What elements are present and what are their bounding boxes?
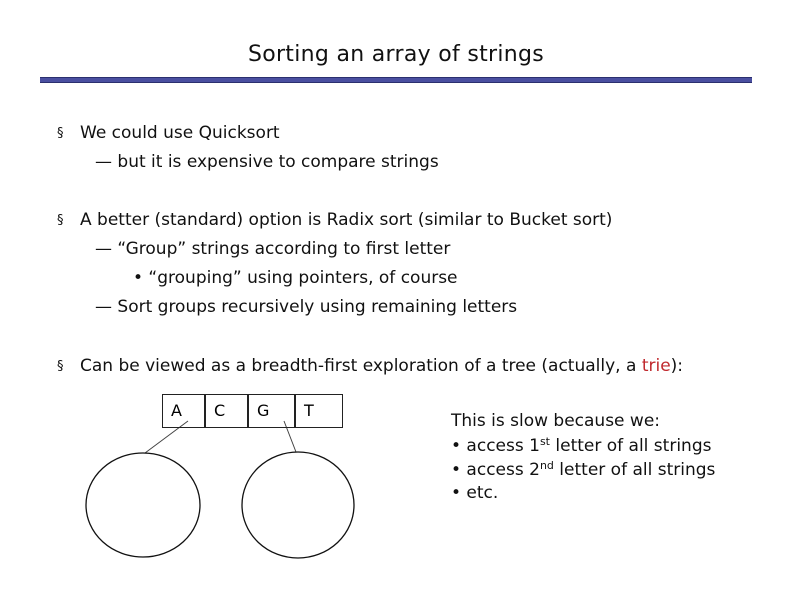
trie-letter: G	[257, 401, 270, 420]
trie-cell-a	[162, 394, 205, 428]
slow-note-l1-sup: st	[539, 435, 550, 448]
slow-note-heading: This is slow because we:	[451, 411, 661, 431]
slide-title: Sorting an array of strings	[247, 42, 545, 67]
slow-note-line-2	[451, 459, 715, 480]
bullet-marker: §	[57, 359, 64, 374]
slow-note-l2-post: letter of all strings	[553, 460, 716, 480]
trie-letter: C	[214, 401, 226, 420]
slow-note-line-1	[451, 435, 711, 456]
slow-note-l1-post: letter of all strings	[549, 436, 712, 456]
slow-note-l1-pre: • access 1	[451, 436, 540, 456]
trie-keyword: trie	[641, 356, 671, 376]
slow-note-line-3: • etc.	[451, 483, 499, 503]
slow-note-l2-pre: • access 2	[451, 460, 540, 480]
bullet-quicksort: We could use Quicksort	[80, 123, 280, 143]
trie-cell-c	[205, 394, 248, 428]
child-node-a	[86, 453, 200, 557]
bullet-marker: §	[57, 213, 64, 228]
bullet-radix-sort: A better (standard) option is Radix sort (similar to Bucket sort)	[80, 210, 613, 230]
trie-cell-t	[295, 394, 343, 428]
child-node-g	[242, 452, 354, 558]
sub-bullet-group: — “Group” strings according to first letter	[95, 239, 451, 259]
sub-sub-bullet-pointers: • “grouping” using pointers, of course	[133, 268, 458, 288]
sub-bullet-recursive: — Sort groups recursively using remaining letters	[95, 297, 518, 317]
sub-bullet-expensive: — but it is expensive to compare strings	[95, 152, 439, 172]
trie-cell-g	[248, 394, 295, 428]
bullet-breadth-first-end: ):	[670, 356, 684, 376]
trie-letter: A	[171, 401, 182, 420]
bullet-marker: §	[57, 126, 64, 141]
slow-note-l2-sup: nd	[539, 459, 554, 472]
trie-letter: T	[304, 401, 314, 420]
bullet-breadth-first-text: Can be viewed as a breadth-first exploration of a tree (actually, a	[80, 356, 642, 376]
